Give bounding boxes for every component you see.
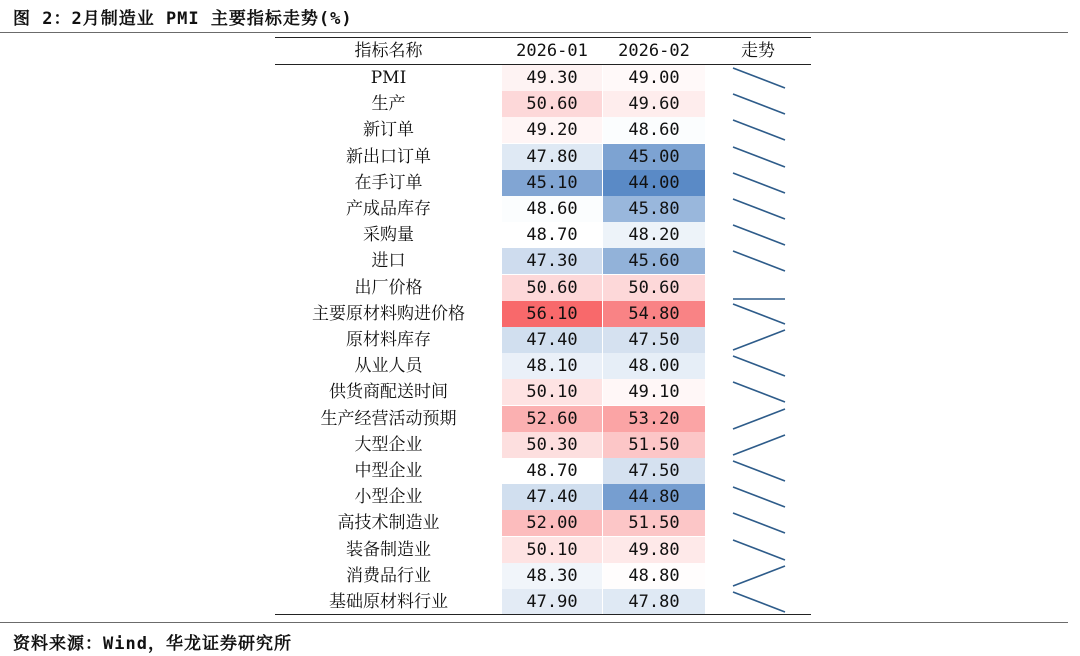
trend-sparkline [731,92,787,116]
table-row [275,510,811,536]
trend-cell [705,563,811,589]
value-2026-01: 48.10 [502,353,602,379]
value-2026-02: 47.50 [603,458,705,484]
trend-line [733,409,785,429]
trend-sparkline [731,590,787,614]
table-row [275,222,811,248]
value-2026-01: 49.20 [502,117,602,143]
trend-sparkline [731,249,787,273]
trend-line [733,304,785,324]
table-row [275,458,811,484]
trend-sparkline [731,118,787,142]
indicator-name: 进口 [371,251,406,272]
value-2026-02: 47.80 [603,589,705,615]
table-row [275,379,811,405]
value-2026-02: 48.00 [603,353,705,379]
top-rule [0,32,1068,33]
value-2026-01: 48.70 [502,458,602,484]
trend-cell [705,248,811,274]
trend-line [733,356,785,376]
trend-cell [705,537,811,563]
trend-line [733,120,785,140]
trend-sparkline [731,459,787,483]
pmi-table [275,37,811,615]
trend-sparkline [731,407,787,431]
table-row [275,353,811,379]
table-row [275,432,811,458]
value-2026-01: 52.60 [502,406,602,432]
trend-cell [705,458,811,484]
table-row [275,144,811,170]
table-row [275,117,811,143]
trend-sparkline [731,380,787,404]
trend-cell [705,353,811,379]
trend-line [733,540,785,560]
indicator-name: 采购量 [363,225,414,246]
trend-cell [705,91,811,117]
trend-line [733,147,785,167]
value-2026-02: 45.60 [603,248,705,274]
value-2026-02: 45.80 [603,196,705,222]
trend-line [733,592,785,612]
value-2026-02: 49.80 [603,537,705,563]
value-2026-01: 50.60 [502,275,602,301]
indicator-name: 基础原材料行业 [329,592,448,612]
value-2026-01: 56.10 [502,301,602,327]
table-row [275,65,811,91]
indicator-name: 新订单 [363,120,414,141]
indicator-name: 产成品库存 [346,199,431,219]
indicator-name: PMI [370,68,407,88]
trend-cell [705,589,811,615]
table-row [275,170,811,196]
value-2026-02: 48.20 [603,222,705,248]
trend-cell [705,432,811,458]
value-2026-02: 51.50 [603,432,705,458]
header-2026-02: 2026-02 [618,41,690,61]
value-2026-01: 52.00 [502,510,602,536]
trend-cell [705,379,811,405]
value-2026-02: 50.60 [603,275,705,301]
trend-line [733,513,785,533]
indicator-name: 生产 [371,94,406,115]
bottom-rule [0,622,1068,623]
indicator-name: 原材料库存 [346,330,431,350]
trend-cell [705,170,811,196]
header-2026-01: 2026-01 [516,41,588,61]
trend-sparkline [731,538,787,562]
trend-cell [705,406,811,432]
indicator-name: 新出口订单 [346,146,431,167]
trend-line [733,173,785,193]
trend-line [733,199,785,219]
value-2026-01: 47.40 [502,327,602,353]
header-trend: 走势 [741,41,775,61]
trend-cell [705,510,811,536]
value-2026-01: 48.30 [502,563,602,589]
value-2026-01: 48.70 [502,222,602,248]
table-row [275,196,811,222]
trend-sparkline [731,223,787,247]
value-2026-02: 44.00 [603,170,705,196]
indicator-name: 从业人员 [354,356,423,377]
table-row [275,327,811,353]
value-2026-01: 47.30 [502,248,602,274]
indicator-name: 小型企业 [354,487,423,508]
trend-line [733,487,785,507]
indicator-name: 装备制造业 [346,539,431,560]
value-2026-02: 54.80 [603,301,705,327]
trend-line [733,330,785,350]
trend-cell [705,222,811,248]
value-2026-01: 47.40 [502,484,602,510]
header-indicator: 指标名称 [354,41,423,61]
table-bottom-border [275,614,811,615]
trend-cell [705,275,811,301]
figure-title: 图 2：2月制造业 PMI 主要指标走势(%) [13,9,353,29]
trend-sparkline [731,511,787,535]
trend-line [733,382,785,402]
trend-line [733,225,785,245]
trend-sparkline [731,145,787,169]
trend-line [733,435,785,455]
indicator-name: 主要原材料购进价格 [312,303,465,324]
table-row [275,406,811,432]
indicator-name: 生产经营活动预期 [320,408,457,429]
trend-sparkline [731,276,787,300]
trend-line [733,251,785,271]
trend-cell [705,484,811,510]
value-2026-01: 50.10 [502,379,602,405]
value-2026-02: 53.20 [603,406,705,432]
trend-sparkline [731,564,787,588]
indicator-name: 消费品行业 [346,565,431,586]
table-row [275,484,811,510]
source-note: 资料来源：Wind，华龙证券研究所 [13,634,292,654]
value-2026-02: 44.80 [603,484,705,510]
value-2026-02: 49.00 [603,65,705,91]
value-2026-02: 47.50 [603,327,705,353]
table-row [275,248,811,274]
table-row [275,589,811,615]
trend-line [733,94,785,114]
trend-line [733,68,785,88]
trend-sparkline [731,354,787,378]
value-2026-02: 48.60 [603,117,705,143]
value-2026-01: 47.80 [502,144,602,170]
indicator-name: 高技术制造业 [337,513,440,534]
trend-cell [705,117,811,143]
value-2026-01: 50.10 [502,537,602,563]
indicator-name: 出厂价格 [354,277,423,298]
value-2026-02: 49.10 [603,379,705,405]
value-2026-02: 48.80 [603,563,705,589]
value-2026-01: 45.10 [502,170,602,196]
value-2026-01: 48.60 [502,196,602,222]
value-2026-02: 51.50 [603,510,705,536]
trend-sparkline [731,433,787,457]
trend-cell [705,196,811,222]
value-2026-01: 49.30 [502,65,602,91]
trend-cell [705,327,811,353]
table-row [275,91,811,117]
trend-sparkline [731,197,787,221]
value-2026-02: 49.60 [603,91,705,117]
indicator-name: 中型企业 [354,461,423,481]
value-2026-01: 50.60 [502,91,602,117]
trend-sparkline [731,328,787,352]
trend-line [733,566,785,586]
indicator-name: 供货商配送时间 [329,382,448,403]
value-2026-02: 45.00 [603,144,705,170]
trend-line [733,461,785,481]
indicator-name: 大型企业 [354,434,423,455]
value-2026-01: 50.30 [502,432,602,458]
indicator-name: 在手订单 [354,172,423,193]
value-2026-01: 47.90 [502,589,602,615]
trend-sparkline [731,302,787,326]
table-row [275,537,811,563]
trend-cell [705,144,811,170]
trend-sparkline [731,485,787,509]
table-row [275,563,811,589]
trend-cell [705,301,811,327]
trend-sparkline [731,66,787,90]
table-row [275,275,811,301]
trend-cell [705,65,811,91]
table-row [275,301,811,327]
trend-sparkline [731,171,787,195]
